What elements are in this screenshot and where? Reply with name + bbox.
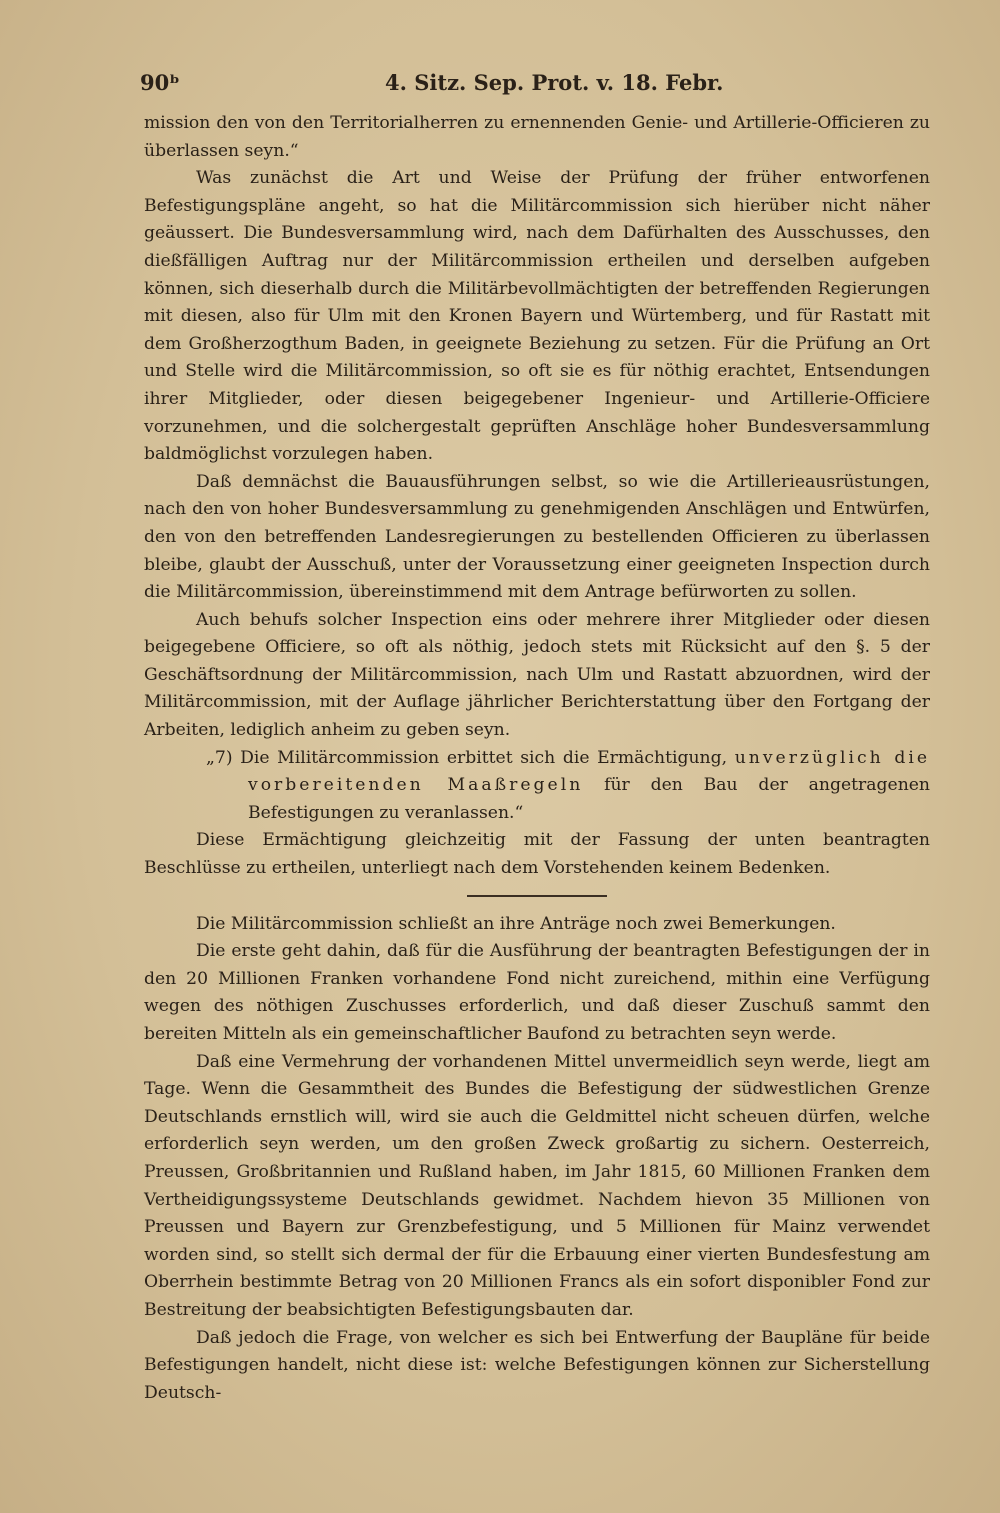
paragraph: Diese Ermächtigung gleichzeitig mit der Fassung der unten beantragten Beschlüsse zu ertheilen, unterliegt nach dem Vorstehenden keinem Bedenken. — [144, 830, 930, 879]
paragraph: Was zunächst die Art und Weise der Prüfung der früher entworfenen Befestigungspläne angeht, so hat die Militärcommission sich hierüber nicht näher geäussert. Die Bundesversammlung wird, nach dem Dafürhalten des Ausschusses, den dießfälligen Auftrag nur der Militärcommission ertheilen und derselben aufgeben können, sich dieserhalb durch die Militärbevollmächtigten der betreffenden Regierungen mit diesen, also für Ulm mit den Kronen Bayern und Würtemberg, und für Rastatt mit dem Großherzogthum Baden, in geeignete Beziehung zu setzen. Für die Prüfung an Ort und Stelle wird die Militärcommission, so oft sie es für nöthig erachtet, Entsendungen ihrer Mitglieder, oder diesen beigegebener Ingenieur- und Artillerie-Officiere vorzunehmen, und die solchergestalt geprüften Anschläge hoher Bundesversammlung baldmöglichst vorzulegen haben. — [144, 168, 930, 465]
page-header — [140, 70, 740, 100]
paragraph: Daß demnächst die Bauausführungen selbst, so wie die Artillerieausrüstungen, nach den von hoher Bundesversammlung zu genehmigenden Anschlägen und Entwürfen, den von den betreffenden Landesregierungen zu bestellenden Officieren zu überlassen bleibe, glaubt der Ausschuß, unter der Voraussetzung einer geeigneten Inspection durch die Militärcommission, übereinstimmend mit dem Antrage befürworten zu sollen. — [144, 471, 930, 603]
paragraph: Auch behufs solcher Inspection eins oder mehrere ihrer Mitglieder oder diesen beigegebene Officiere, so oft als nöthig, jedoch stets mit Rücksicht auf den §. 5 der Geschäftsordnung der Militärcommission, nach Ulm und Rastatt abzuordnen, wird der Militärcommission, mit der Auflage jährlicher Berichterstattung über den Fortgang der Arbeiten, lediglich anheim zu geben seyn. — [144, 609, 930, 741]
page-number: 90ᵇ — [140, 70, 180, 95]
quote-emphasis: unverzüglich die vorbereitenden Maaßregeln — [248, 747, 931, 796]
paragraph: Daß eine Vermehrung der vorhandenen Mittel unvermeidlich seyn werde, liegt am Tage. Wenn die Gesammtheit des Bundes die Befestigung der südwestlichen Grenze Deutschlands ernstlich will, wird sie auch die Geldmittel nicht scheuen dürfen, welche erforderlich seyn werden, um den großen Zweck großartig zu sichern. Oesterreich, Preussen, Großbritannien und Rußland haben, im Jahr 1815, 60 Millionen Franken dem Vertheidigungssysteme Deutschlands gewidmet. Nachdem hievon 35 Millionen von Preussen und Bayern zur Grenzbefestigung, und 5 Millionen für Mainz verwendet worden sind, so stellt sich dermal der für die Erbauung einer vierten Bundesfestung am Oberrhein bestimmte Betrag von 20 Millionen Francs als ein sofort disponibler Fond zur Bestreitung der beabsichtigten Befestigungsbauten dar. — [144, 1051, 930, 1320]
body-text — [144, 110, 930, 1407]
paragraph: mission den von den Territorialherren zu ernennenden Genie- und Artillerie-Officieren zu überlassen seyn.“ — [144, 113, 930, 161]
running-head: 4. Sitz. Sep. Prot. v. 18. Febr. — [385, 70, 724, 95]
paragraph: Die Militärcommission schließt an ihre Anträge noch zwei Bemerkungen. — [196, 913, 836, 934]
paragraph: Die erste geht dahin, daß für die Ausführung der beantragten Befestigungen der in den 20 Millionen Franken vorhandene Fond nicht zureichend, mithin eine Verfügung wegen des nöthigen Zuschusses erforderlich, und daß dieser Zuschuß sammt den bereiten Mitteln als ein gemeinschaftlicher Baufond zu betrachten seyn werde. — [144, 941, 930, 1044]
quote-tail: für den Bau der angetragenen Befestigungen zu veranlassen.“ — [248, 775, 931, 823]
quote-lead: „7) Die Militärcommission erbittet sich die Ermächtigung, — [206, 747, 735, 768]
section-divider — [467, 895, 607, 897]
quoted-proposal-7 — [144, 745, 930, 828]
paragraph: Daß jedoch die Frage, von welcher es sich bei Entwerfung der Baupläne für beide Befestigungen handelt, nicht diese ist: welche Befestigungen können zur Sicherstellung Deutsch- — [144, 1327, 930, 1403]
